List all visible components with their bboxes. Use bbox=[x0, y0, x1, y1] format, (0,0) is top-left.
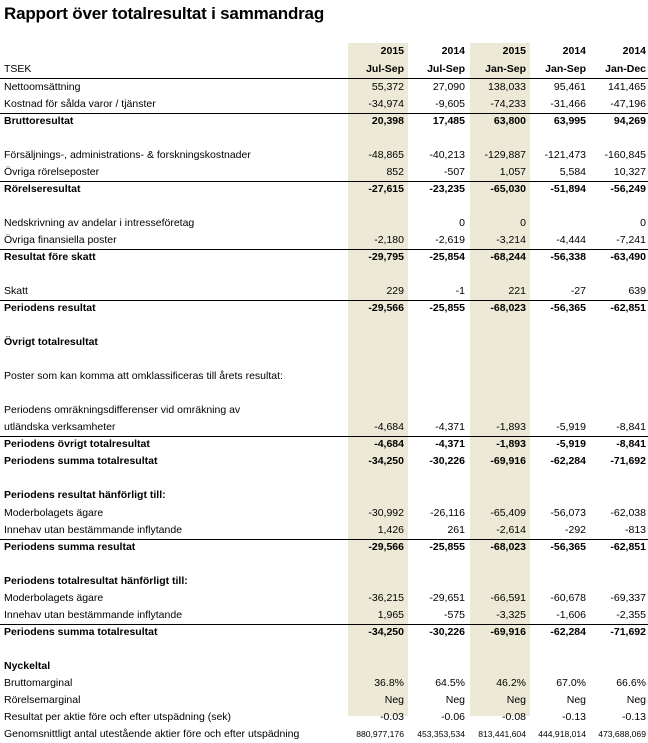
value-cell: -56,073 bbox=[550, 506, 586, 519]
table-row bbox=[0, 522, 648, 539]
row-label: Nettoomsättning bbox=[4, 81, 81, 93]
value-cell: -68,023 bbox=[490, 540, 526, 553]
value-cell: 20,398 bbox=[371, 115, 404, 128]
row-label: Periodens totalresultat hänförligt till: bbox=[4, 574, 188, 587]
row-label: Periodens omräkningsdifferenser vid omräkning av bbox=[4, 404, 241, 417]
total-rule bbox=[0, 181, 648, 182]
value-cell: -4,371 bbox=[435, 421, 465, 434]
spacer-row bbox=[0, 266, 648, 283]
row-label: Bruttoresultat bbox=[4, 115, 74, 128]
row-label: Bruttomarginal bbox=[4, 676, 73, 689]
table-row bbox=[0, 113, 648, 130]
value-cell: -5,919 bbox=[556, 421, 586, 434]
spacer-row bbox=[0, 317, 648, 334]
value-cell: -2,355 bbox=[616, 608, 646, 621]
value-cell: -27 bbox=[570, 285, 586, 298]
spacer-row bbox=[0, 351, 648, 368]
table-row bbox=[0, 368, 648, 385]
value-cell: -51,894 bbox=[550, 183, 586, 196]
value-cell: -65,030 bbox=[490, 183, 526, 196]
table-row bbox=[0, 590, 648, 607]
header-year: 2015 bbox=[380, 45, 404, 57]
value-cell: -62,851 bbox=[610, 302, 646, 315]
table-row bbox=[0, 249, 648, 266]
total-rule bbox=[0, 300, 648, 301]
spacer-row bbox=[0, 556, 648, 573]
value-cell: 141,465 bbox=[608, 81, 646, 93]
row-label: Skatt bbox=[4, 285, 28, 298]
value-cell: -0.06 bbox=[441, 710, 465, 723]
header-period: Jan-Dec bbox=[605, 63, 646, 75]
value-cell: -56,338 bbox=[550, 251, 586, 264]
value-cell: -47,196 bbox=[610, 98, 646, 111]
value-cell: 261 bbox=[447, 523, 465, 536]
row-label: Genomsnittligt antal utestående aktier före och efter utspädning bbox=[4, 727, 300, 740]
table-row bbox=[0, 79, 648, 96]
row-label: utländska verksamheter bbox=[4, 421, 116, 434]
value-cell: 453,353,534 bbox=[417, 728, 465, 739]
spacer-row bbox=[0, 641, 648, 658]
value-cell: Neg bbox=[384, 693, 404, 706]
row-label: Moderbolagets ägare bbox=[4, 591, 104, 604]
value-cell: -8,841 bbox=[616, 421, 646, 434]
value-cell: -34,974 bbox=[368, 98, 404, 111]
table-row bbox=[0, 181, 648, 198]
value-cell: 36.8% bbox=[374, 676, 404, 689]
value-cell: -36,215 bbox=[368, 591, 404, 604]
value-cell: -2,614 bbox=[496, 523, 526, 536]
value-cell: -62,851 bbox=[610, 540, 646, 553]
row-label: Periodens övrigt totalresultat bbox=[4, 438, 150, 451]
value-cell: -34,250 bbox=[368, 625, 404, 638]
table-row bbox=[0, 334, 648, 351]
value-cell: -69,916 bbox=[490, 625, 526, 638]
value-cell: -71,692 bbox=[610, 455, 646, 468]
value-cell: Neg bbox=[626, 693, 646, 706]
row-label: Nedskrivning av andelar i intresseföretag bbox=[4, 217, 195, 230]
value-cell: -0.03 bbox=[380, 710, 404, 723]
value-cell: -62,284 bbox=[550, 455, 586, 468]
value-cell: -4,684 bbox=[374, 438, 404, 451]
header-year: 2014 bbox=[441, 45, 465, 57]
value-cell: -29,566 bbox=[368, 302, 404, 315]
header-period: Jan-Sep bbox=[485, 63, 526, 75]
table-row bbox=[0, 402, 648, 419]
row-label: Resultat före skatt bbox=[4, 251, 96, 264]
value-cell: -56,365 bbox=[550, 540, 586, 553]
table-row bbox=[0, 573, 648, 590]
total-rule bbox=[0, 539, 648, 540]
value-cell: -4,684 bbox=[374, 421, 404, 434]
row-label: Försäljnings-, administrations- & forskningskostnader bbox=[4, 149, 251, 162]
header-period: Jul-Sep bbox=[366, 63, 404, 75]
row-label: Nyckeltal bbox=[4, 659, 51, 672]
table-row bbox=[0, 692, 648, 709]
value-cell: -575 bbox=[443, 608, 465, 621]
total-rule bbox=[0, 436, 648, 437]
value-cell: -27,615 bbox=[368, 183, 404, 196]
row-label: Periodens summa totalresultat bbox=[4, 625, 158, 638]
value-cell: -1,893 bbox=[496, 438, 526, 451]
value-cell: -1 bbox=[455, 285, 465, 298]
row-label: Innehav utan bestämmande inflytande bbox=[4, 608, 183, 621]
table-row bbox=[0, 658, 648, 675]
value-cell: -7,241 bbox=[616, 234, 646, 247]
value-cell: -62,284 bbox=[550, 625, 586, 638]
value-cell: 639 bbox=[628, 285, 646, 298]
row-label: Övriga finansiella poster bbox=[4, 234, 117, 247]
value-cell: 63,800 bbox=[493, 115, 526, 128]
value-cell: -34,250 bbox=[368, 455, 404, 468]
total-rule bbox=[0, 249, 648, 250]
value-cell: -26,116 bbox=[430, 506, 465, 519]
value-cell: -65,409 bbox=[490, 506, 526, 519]
value-cell: Neg bbox=[445, 693, 465, 706]
value-cell: -3,214 bbox=[496, 234, 526, 247]
value-cell: 813,441,604 bbox=[478, 728, 526, 739]
value-cell: -29,651 bbox=[429, 591, 465, 604]
value-cell: 95,461 bbox=[553, 81, 586, 93]
table-row bbox=[0, 726, 648, 743]
value-cell: 0 bbox=[520, 217, 526, 230]
value-cell: -56,249 bbox=[610, 183, 646, 196]
row-label: Rörelseresultat bbox=[4, 183, 81, 196]
value-cell: -8,841 bbox=[616, 438, 646, 451]
value-cell: 64.5% bbox=[435, 676, 465, 689]
value-cell: -30,992 bbox=[368, 506, 404, 519]
table-row bbox=[0, 487, 648, 504]
value-cell: Neg bbox=[566, 693, 586, 706]
header-year: 2015 bbox=[502, 45, 526, 57]
value-cell: -60,678 bbox=[550, 591, 586, 604]
value-cell: -1,606 bbox=[556, 608, 586, 621]
value-cell: -0.13 bbox=[622, 710, 646, 723]
table-row bbox=[0, 283, 648, 300]
total-rule bbox=[0, 624, 648, 625]
value-cell: -68,023 bbox=[490, 302, 526, 315]
row-label: Övriga rörelseposter bbox=[4, 166, 100, 179]
value-cell: -3,325 bbox=[496, 608, 526, 621]
table-row bbox=[0, 147, 648, 164]
table-row bbox=[0, 607, 648, 624]
row-label: Övrigt totalresultat bbox=[4, 336, 98, 349]
value-cell: -4,371 bbox=[435, 438, 465, 451]
table-row bbox=[0, 709, 648, 726]
value-cell: 63,995 bbox=[553, 115, 586, 128]
table-row bbox=[0, 215, 648, 232]
value-cell: -68,244 bbox=[490, 251, 526, 264]
value-cell: 55,372 bbox=[371, 81, 404, 93]
value-cell: 17,485 bbox=[432, 115, 465, 128]
value-cell: 10,327 bbox=[613, 166, 646, 179]
value-cell: -69,916 bbox=[490, 455, 526, 468]
value-cell: -129,887 bbox=[484, 149, 526, 162]
value-cell: -62,038 bbox=[610, 506, 646, 519]
value-cell: 852 bbox=[386, 166, 404, 179]
value-cell: -66,591 bbox=[490, 591, 526, 604]
row-label: Periodens summa resultat bbox=[4, 540, 136, 553]
report-title: Rapport över totalresultat i sammandrag bbox=[4, 4, 324, 23]
spacer-row bbox=[0, 470, 648, 487]
value-cell: 1,965 bbox=[377, 608, 404, 621]
row-label: Periodens resultat bbox=[4, 302, 96, 315]
table-row bbox=[0, 96, 648, 113]
row-label: Innehav utan bestämmande inflytande bbox=[4, 523, 183, 536]
value-cell: 0 bbox=[459, 217, 465, 230]
value-cell: -25,855 bbox=[429, 540, 465, 553]
spacer-row bbox=[0, 198, 648, 215]
value-cell: 46.2% bbox=[496, 676, 526, 689]
value-cell: -30,226 bbox=[429, 625, 465, 638]
value-cell: -25,855 bbox=[429, 302, 465, 315]
value-cell: -40,213 bbox=[429, 149, 465, 162]
table-row bbox=[0, 232, 648, 249]
value-cell: 221 bbox=[508, 285, 526, 298]
value-cell: -71,692 bbox=[610, 625, 646, 638]
value-cell: 473,688,069 bbox=[598, 728, 646, 739]
value-cell: -23,235 bbox=[429, 183, 465, 196]
spacer-row bbox=[0, 385, 648, 402]
value-cell: -74,233 bbox=[490, 98, 526, 111]
unit-label: TSEK bbox=[4, 63, 32, 75]
row-label: Kostnad för sålda varor / tjänster bbox=[4, 98, 156, 111]
table-row bbox=[0, 300, 648, 317]
value-cell: -0.08 bbox=[502, 710, 526, 723]
header-period: Jan-Sep bbox=[545, 63, 586, 75]
value-cell: -63,490 bbox=[610, 251, 646, 264]
table-row bbox=[0, 419, 648, 436]
row-label: Resultat per aktie före och efter utspädning (sek) bbox=[4, 710, 232, 723]
value-cell: -0.13 bbox=[562, 710, 586, 723]
value-cell: -121,473 bbox=[544, 149, 586, 162]
table-row bbox=[0, 539, 648, 556]
value-cell: 0 bbox=[640, 217, 646, 230]
value-cell: -292 bbox=[564, 523, 586, 536]
value-cell: -507 bbox=[443, 166, 465, 179]
value-cell: -1,893 bbox=[496, 421, 526, 434]
total-rule bbox=[0, 113, 648, 114]
table-row bbox=[0, 436, 648, 453]
value-cell: -813 bbox=[624, 523, 646, 536]
value-cell: -56,365 bbox=[550, 302, 586, 315]
value-cell: -30,226 bbox=[429, 455, 465, 468]
row-label: Periodens summa totalresultat bbox=[4, 455, 158, 468]
header-year: 2014 bbox=[562, 45, 586, 57]
header-year: 2014 bbox=[622, 45, 646, 57]
value-cell: 880,977,176 bbox=[356, 728, 404, 739]
value-cell: 94,269 bbox=[613, 115, 646, 128]
value-cell: Neg bbox=[506, 693, 526, 706]
value-cell: 1,057 bbox=[499, 166, 526, 179]
value-cell: 66.6% bbox=[616, 676, 646, 689]
value-cell: 138,033 bbox=[488, 81, 526, 93]
value-cell: -5,919 bbox=[556, 438, 586, 451]
value-cell: -2,180 bbox=[374, 234, 404, 247]
value-cell: -25,854 bbox=[429, 251, 465, 264]
value-cell: -160,845 bbox=[604, 149, 646, 162]
value-cell: 229 bbox=[386, 285, 404, 298]
row-label: Moderbolagets ägare bbox=[4, 506, 104, 519]
value-cell: -29,566 bbox=[368, 540, 404, 553]
value-cell: 67.0% bbox=[556, 676, 586, 689]
table-row bbox=[0, 453, 648, 470]
row-label: Periodens resultat hänförligt till: bbox=[4, 489, 166, 502]
value-cell: 1,426 bbox=[377, 523, 404, 536]
value-cell: -31,466 bbox=[550, 98, 586, 111]
table-row bbox=[0, 164, 648, 181]
value-cell: -48,865 bbox=[368, 149, 404, 162]
value-cell: 5,584 bbox=[559, 166, 586, 179]
table-row bbox=[0, 675, 648, 692]
row-label: Poster som kan komma att omklassificeras till årets resultat: bbox=[4, 370, 283, 383]
value-cell: 444,918,014 bbox=[538, 728, 586, 739]
value-cell: 27,090 bbox=[432, 81, 465, 93]
header-period: Jul-Sep bbox=[427, 63, 465, 75]
spacer-row bbox=[0, 130, 648, 147]
value-cell: -69,337 bbox=[610, 591, 646, 604]
value-cell: -2,619 bbox=[435, 234, 465, 247]
table-row bbox=[0, 624, 648, 641]
row-label: Rörelsemarginal bbox=[4, 693, 81, 706]
value-cell: -9,605 bbox=[435, 98, 465, 111]
value-cell: -29,795 bbox=[368, 251, 404, 264]
value-cell: -4,444 bbox=[556, 234, 586, 247]
table-row bbox=[0, 505, 648, 522]
